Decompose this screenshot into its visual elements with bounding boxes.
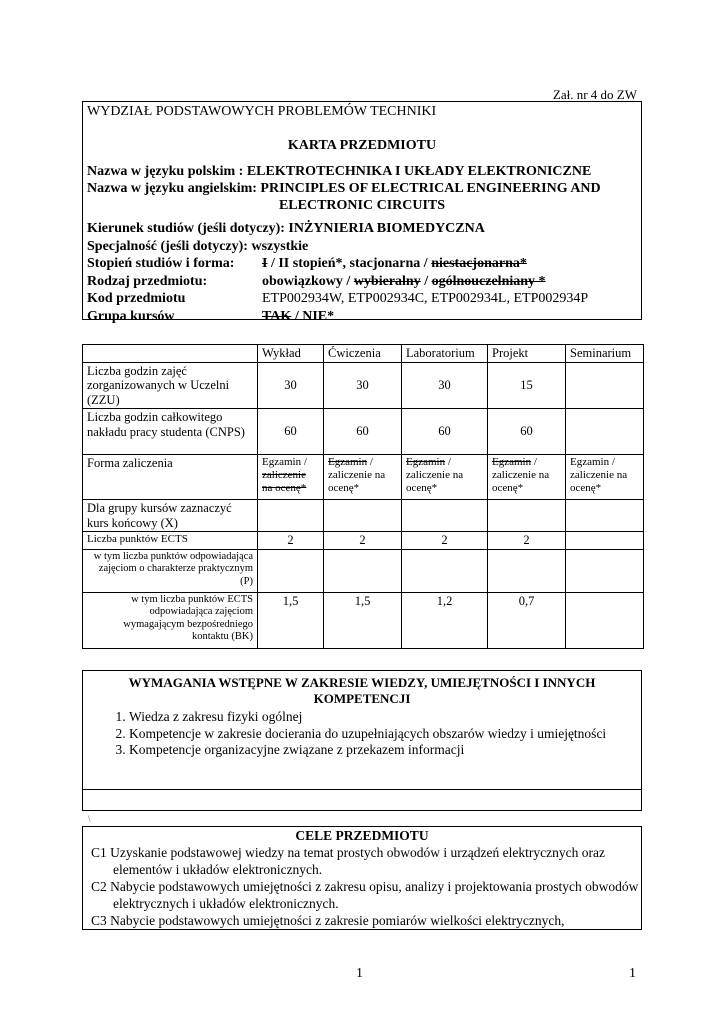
row-label: w tym liczba punktów odpowiadająca zajęciom o charakterze praktycznym (P) — [83, 549, 258, 592]
table-cell: 2 — [402, 532, 488, 550]
row-label: Liczba godzin całkowitego nakładu pracy studenta (CNPS) — [83, 409, 258, 455]
attachment-note: Zał. nr 4 do ZW — [552, 87, 637, 102]
degree-label: Stopień studiów i forma: — [87, 256, 235, 271]
grading-cell: Egzamin / zaliczenie na ocenę* — [566, 455, 644, 500]
table-cell — [566, 409, 644, 455]
degree-row — [87, 255, 588, 273]
grading-cell: Egzamin / zaliczenie na ocenę* — [402, 455, 488, 500]
divider — [83, 789, 641, 790]
table-cell: 1,5 — [324, 592, 402, 648]
course-code-value: ETP002934W, ETP002934C, ETP002934L, ETP002934P — [262, 291, 589, 306]
col-header: Wykład — [258, 345, 324, 363]
list-item: 1. Wiedza z zakresu fizyki ogólnej — [129, 709, 641, 726]
grading-cell: Egzamin / zaliczenie na ocenę* — [324, 455, 402, 500]
course-meta — [87, 220, 588, 325]
course-code-label: Kod przedmiotu — [87, 291, 186, 306]
stray-mark: \ — [88, 814, 91, 824]
course-header-box — [82, 101, 642, 324]
table-header-row — [83, 345, 644, 363]
table-cell: 2 — [488, 532, 566, 550]
course-group-label: Grupa kursów — [87, 308, 175, 324]
field-of-study: Kierunek studiów (jeśli dotyczy): INŻYNIERIA BIOMEDYCZNA — [87, 221, 485, 236]
table-cell: 15 — [488, 362, 566, 409]
document-title: KARTA PRZEDMIOTU — [287, 138, 437, 153]
grading-cell: Egzamin / zaliczenie na ocenę* — [488, 455, 566, 500]
faculty-name: WYDZIAŁ PODSTAWOWYCH PROBLEMÓW TECHNIKI — [87, 104, 437, 119]
table-cell — [566, 362, 644, 409]
page-number-right: 1 — [629, 966, 636, 981]
table-cell: 2 — [258, 532, 324, 550]
table-row — [83, 362, 644, 409]
col-header: Projekt — [488, 345, 566, 363]
page-number: 1 — [356, 966, 363, 981]
table-row — [83, 532, 644, 550]
specialty-row — [87, 238, 588, 256]
specialty-value: wszystkie — [251, 238, 309, 254]
course-group-value: TAK / NIE* — [262, 308, 335, 324]
table-cell — [566, 532, 644, 550]
row-label: Liczba punktów ECTS — [83, 532, 258, 550]
grading-cell: Egzamin / zaliczenie na ocenę* — [258, 455, 324, 500]
objectives-box — [82, 826, 642, 930]
course-name-en-cont: ELECTRONIC CIRCUITS — [278, 198, 446, 213]
list-item: C2 Nabycie podstawowych umiejętności z zakresu opisu, analizy i projektowania prostych obwodów elektrycznych i układów elektronicznych. — [91, 879, 639, 911]
course-type-row — [87, 273, 588, 291]
table-row — [83, 455, 644, 500]
requirements-title: WYMAGANIA WSTĘPNE W ZAKRESIE WIEDZY, UMIEJĘTNOŚCI I INNYCH KOMPETENCJI — [128, 675, 596, 706]
table-cell: 30 — [324, 362, 402, 409]
table-cell: 60 — [488, 409, 566, 455]
table-cell — [566, 592, 644, 648]
table-cell: 30 — [402, 362, 488, 409]
course-code-row — [87, 290, 588, 308]
col-header: Seminarium — [566, 345, 644, 363]
course-group-row — [87, 308, 588, 326]
table-row — [83, 549, 644, 592]
table-cell: 1,2 — [402, 592, 488, 648]
table-cell: 30 — [258, 362, 324, 409]
course-name-en: Nazwa w języku angielskim: PRINCIPLES OF ELECTRICAL ENGINEERING AND — [87, 181, 601, 196]
table-cell: 2 — [324, 532, 402, 550]
specialty-label: Specjalność (jeśli dotyczy): — [87, 238, 248, 254]
col-header: Laboratorium — [402, 345, 488, 363]
list-item: C1 Uzyskanie podstawowej wiedzy na temat prostych obwodów i urządzeń elektrycznych oraz elementów i układów elektronicznych. — [91, 845, 605, 877]
list-item: C3 Nabycie podstawowych umiejętności z zakresie pomiarów wielkości elektrycznych, — [91, 913, 565, 928]
list-item: 2. Kompetencje w zakresie docierania do uzupełniających obszarów wiedzy i umiejętności — [129, 726, 641, 743]
objectives-title: CELE PRZEDMIOTU — [295, 828, 429, 843]
course-type-value: obowiązkowy / wybieralny / ogólnouczelniany * — [262, 273, 546, 289]
hours-table — [82, 344, 644, 649]
table-cell: 60 — [402, 409, 488, 455]
table-cell: 0,7 — [488, 592, 566, 648]
requirements-list — [83, 709, 641, 759]
table-row — [83, 409, 644, 455]
table-cell: 60 — [258, 409, 324, 455]
row-label: Dla grupy kursów zaznaczyć kurs końcowy (X) — [83, 500, 258, 532]
table-row — [83, 592, 644, 648]
course-name-pl: Nazwa w języku polskim : ELEKTROTECHNIKA I UKŁADY ELEKTRONICZNE — [87, 164, 592, 179]
degree-value: I / II stopień*, stacjonarna / niestacjonarna* — [262, 256, 527, 271]
course-type-label: Rodzaj przedmiotu: — [87, 273, 208, 289]
table-cell: 60 — [324, 409, 402, 455]
table-cell: 1,5 — [258, 592, 324, 648]
row-label: w tym liczba punktów ECTS odpowiadająca zajęciom wymagającym bezpośredniego kontaktu (BK) — [83, 592, 258, 648]
row-label: Forma zaliczenia — [83, 455, 258, 500]
col-header: Ćwiczenia — [324, 345, 402, 363]
course-names — [87, 163, 637, 214]
table-row — [83, 500, 644, 532]
requirements-box — [82, 670, 642, 811]
list-item: 3. Kompetencje organizacyjne związane z przekazem informacji — [129, 742, 641, 759]
row-label: Liczba godzin zajęć zorganizowanych w Uczelni (ZZU) — [83, 362, 258, 409]
